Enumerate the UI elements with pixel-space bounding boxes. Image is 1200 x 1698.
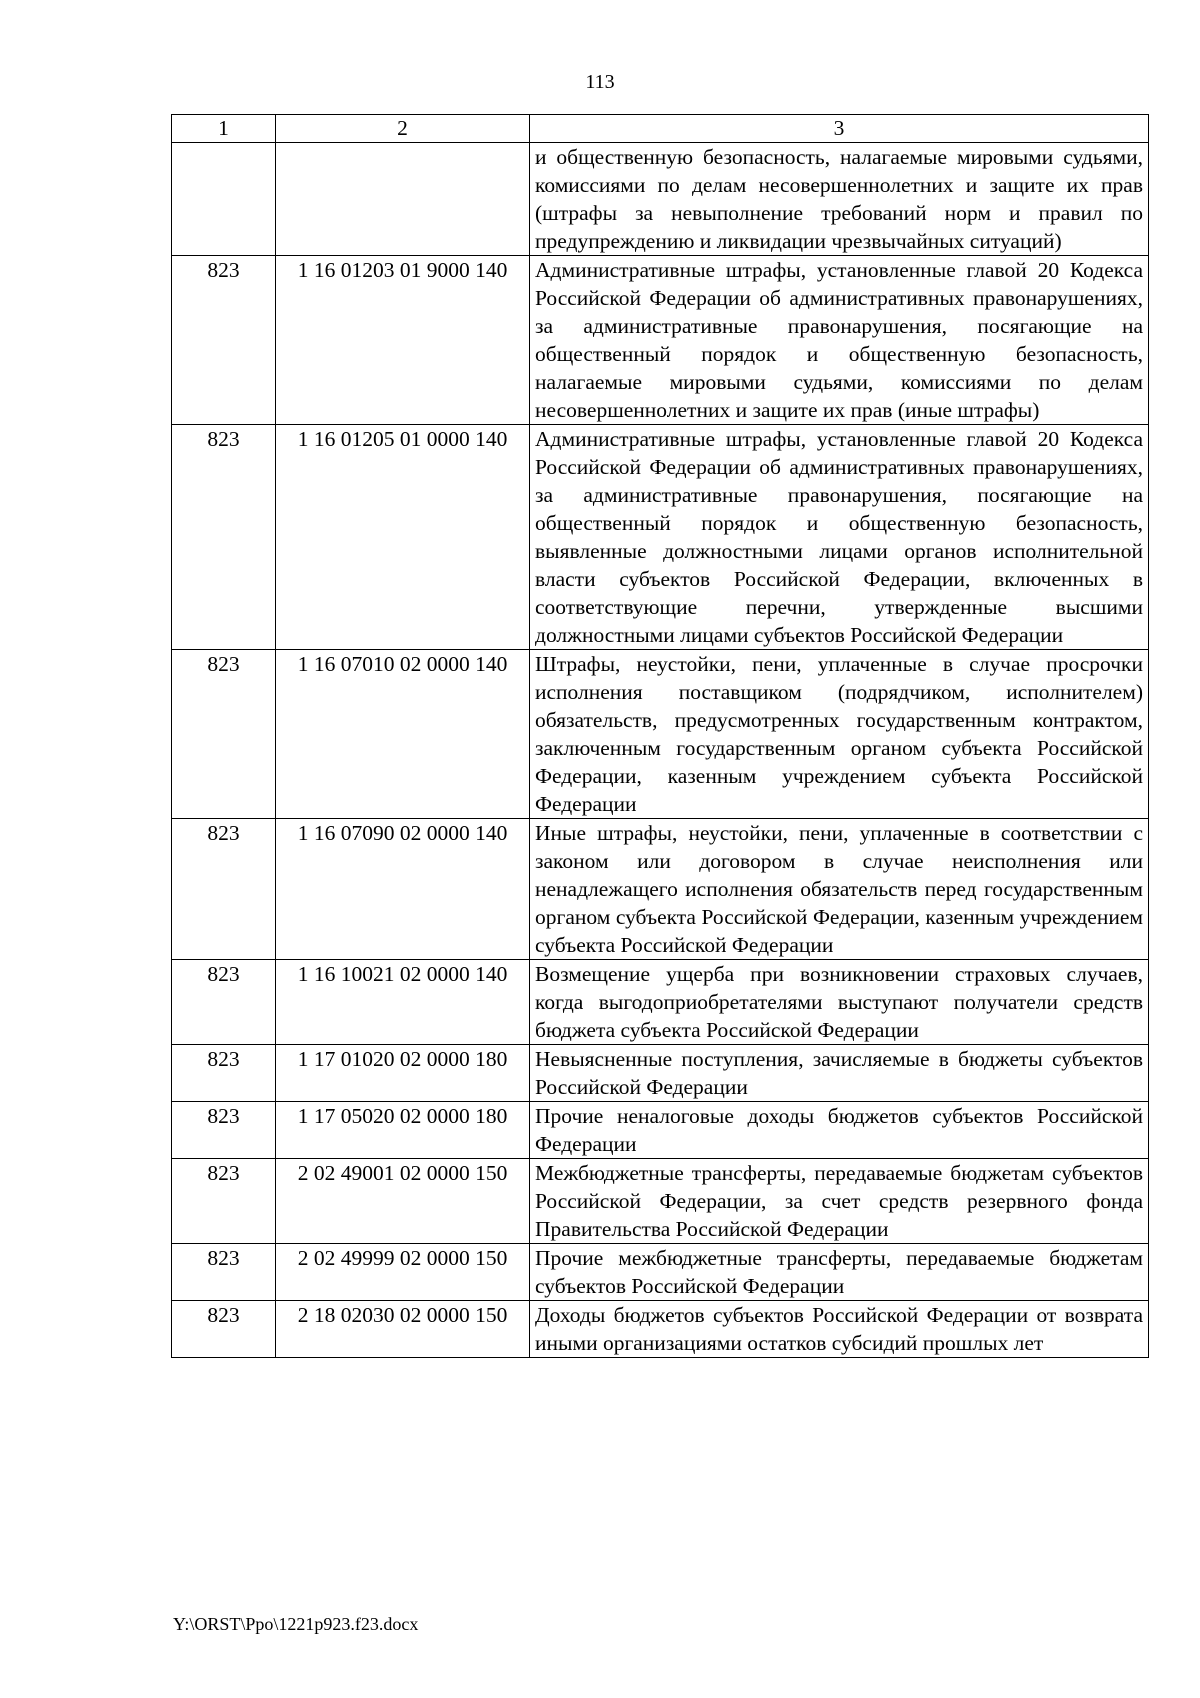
description-cell: Административные штрафы, установленные главой 20 Кодекса Российской Федерации об административных правонарушениях, за административные правонарушения, посягающие на общественный порядок и общественную безопасность, выявленные должностными лицами органов исполнительной власти субъектов Российской Федерации, включенных в соответствующие перечни, утвержденные высшими должностными лицами субъектов Российской Федерации: [530, 425, 1149, 650]
income-code-cell: 1 17 05020 02 0000 180: [276, 1102, 530, 1159]
table-row: [172, 650, 1149, 819]
income-code-cell: 2 02 49999 02 0000 150: [276, 1244, 530, 1301]
income-code-cell: 1 17 01020 02 0000 180: [276, 1045, 530, 1102]
admin-code-cell: 823: [172, 1159, 276, 1244]
column-header-1: 1: [172, 115, 276, 143]
description-cell: Невыясненные поступления, зачисляемые в бюджеты субъектов Российской Федерации: [530, 1045, 1149, 1102]
income-code-cell: [276, 143, 530, 256]
income-codes-table: [171, 114, 1149, 1358]
income-code-cell: 1 16 01205 01 0000 140: [276, 425, 530, 650]
admin-code-cell: 823: [172, 1102, 276, 1159]
table-header-row: [172, 115, 1149, 143]
column-header-2: 2: [276, 115, 530, 143]
admin-code-cell: 823: [172, 1244, 276, 1301]
table-row: [172, 819, 1149, 960]
description-cell: Межбюджетные трансферты, передаваемые бюджетам субъектов Российской Федерации, за счет средств резервного фонда Правительства Российской Федерации: [530, 1159, 1149, 1244]
description-cell: Возмещение ущерба при возникновении страховых случаев, когда выгодоприобретателями выступают получатели средств бюджета субъекта Российской Федерации: [530, 960, 1149, 1045]
income-code-cell: 1 16 01203 01 9000 140: [276, 256, 530, 425]
income-code-cell: 1 16 07090 02 0000 140: [276, 819, 530, 960]
description-cell: Иные штрафы, неустойки, пени, уплаченные в соответствии с законом или договором в случае неисполнения или ненадлежащего исполнения обязательств перед государственным органом субъекта Российской Федерации, казенным учреждением субъекта Российской Федерации: [530, 819, 1149, 960]
admin-code-cell: 823: [172, 1045, 276, 1102]
table-row: [172, 1045, 1149, 1102]
admin-code-cell: [172, 143, 276, 256]
income-code-cell: 1 16 10021 02 0000 140: [276, 960, 530, 1045]
income-code-cell: 1 16 07010 02 0000 140: [276, 650, 530, 819]
admin-code-cell: 823: [172, 819, 276, 960]
description-cell: Прочие межбюджетные трансферты, передаваемые бюджетам субъектов Российской Федерации: [530, 1244, 1149, 1301]
table-row: [172, 143, 1149, 256]
footer-file-path: Y:\ORST\Ppo\1221p923.f23.docx: [173, 1614, 419, 1634]
table-row: [172, 425, 1149, 650]
admin-code-cell: 823: [172, 425, 276, 650]
page-number: 113: [585, 71, 615, 93]
column-header-3: 3: [530, 115, 1149, 143]
description-cell: Доходы бюджетов субъектов Российской Федерации от возврата иными организациями остатков субсидий прошлых лет: [530, 1301, 1149, 1358]
admin-code-cell: 823: [172, 650, 276, 819]
description-cell: Прочие неналоговые доходы бюджетов субъектов Российской Федерации: [530, 1102, 1149, 1159]
table-row: [172, 1102, 1149, 1159]
income-code-cell: 2 18 02030 02 0000 150: [276, 1301, 530, 1358]
table-row: [172, 1159, 1149, 1244]
table-row: [172, 1244, 1149, 1301]
table-row: [172, 256, 1149, 425]
admin-code-cell: 823: [172, 960, 276, 1045]
income-code-cell: 2 02 49001 02 0000 150: [276, 1159, 530, 1244]
description-cell: Административные штрафы, установленные главой 20 Кодекса Российской Федерации об административных правонарушениях, за административные правонарушения, посягающие на общественный порядок и общественную безопасность, налагаемые мировыми судьями, комиссиями по делам несовершеннолетних и защите их прав (иные штрафы): [530, 256, 1149, 425]
description-cell: Штрафы, неустойки, пени, уплаченные в случае просрочки исполнения поставщиком (подрядчиком, исполнителем) обязательств, предусмотренных государственным контрактом, заключенным государственным органом субъекта Российской Федерации, казенным учреждением субъекта Российской Федерации: [530, 650, 1149, 819]
admin-code-cell: 823: [172, 256, 276, 425]
table-row: [172, 1301, 1149, 1358]
description-cell: и общественную безопасность, налагаемые мировыми судьями, комиссиями по делам несовершеннолетних и защите их прав (штрафы за невыполнение требований норм и правил по предупреждению и ликвидации чрезвычайных ситуаций): [530, 143, 1149, 256]
table-row: [172, 960, 1149, 1045]
admin-code-cell: 823: [172, 1301, 276, 1358]
